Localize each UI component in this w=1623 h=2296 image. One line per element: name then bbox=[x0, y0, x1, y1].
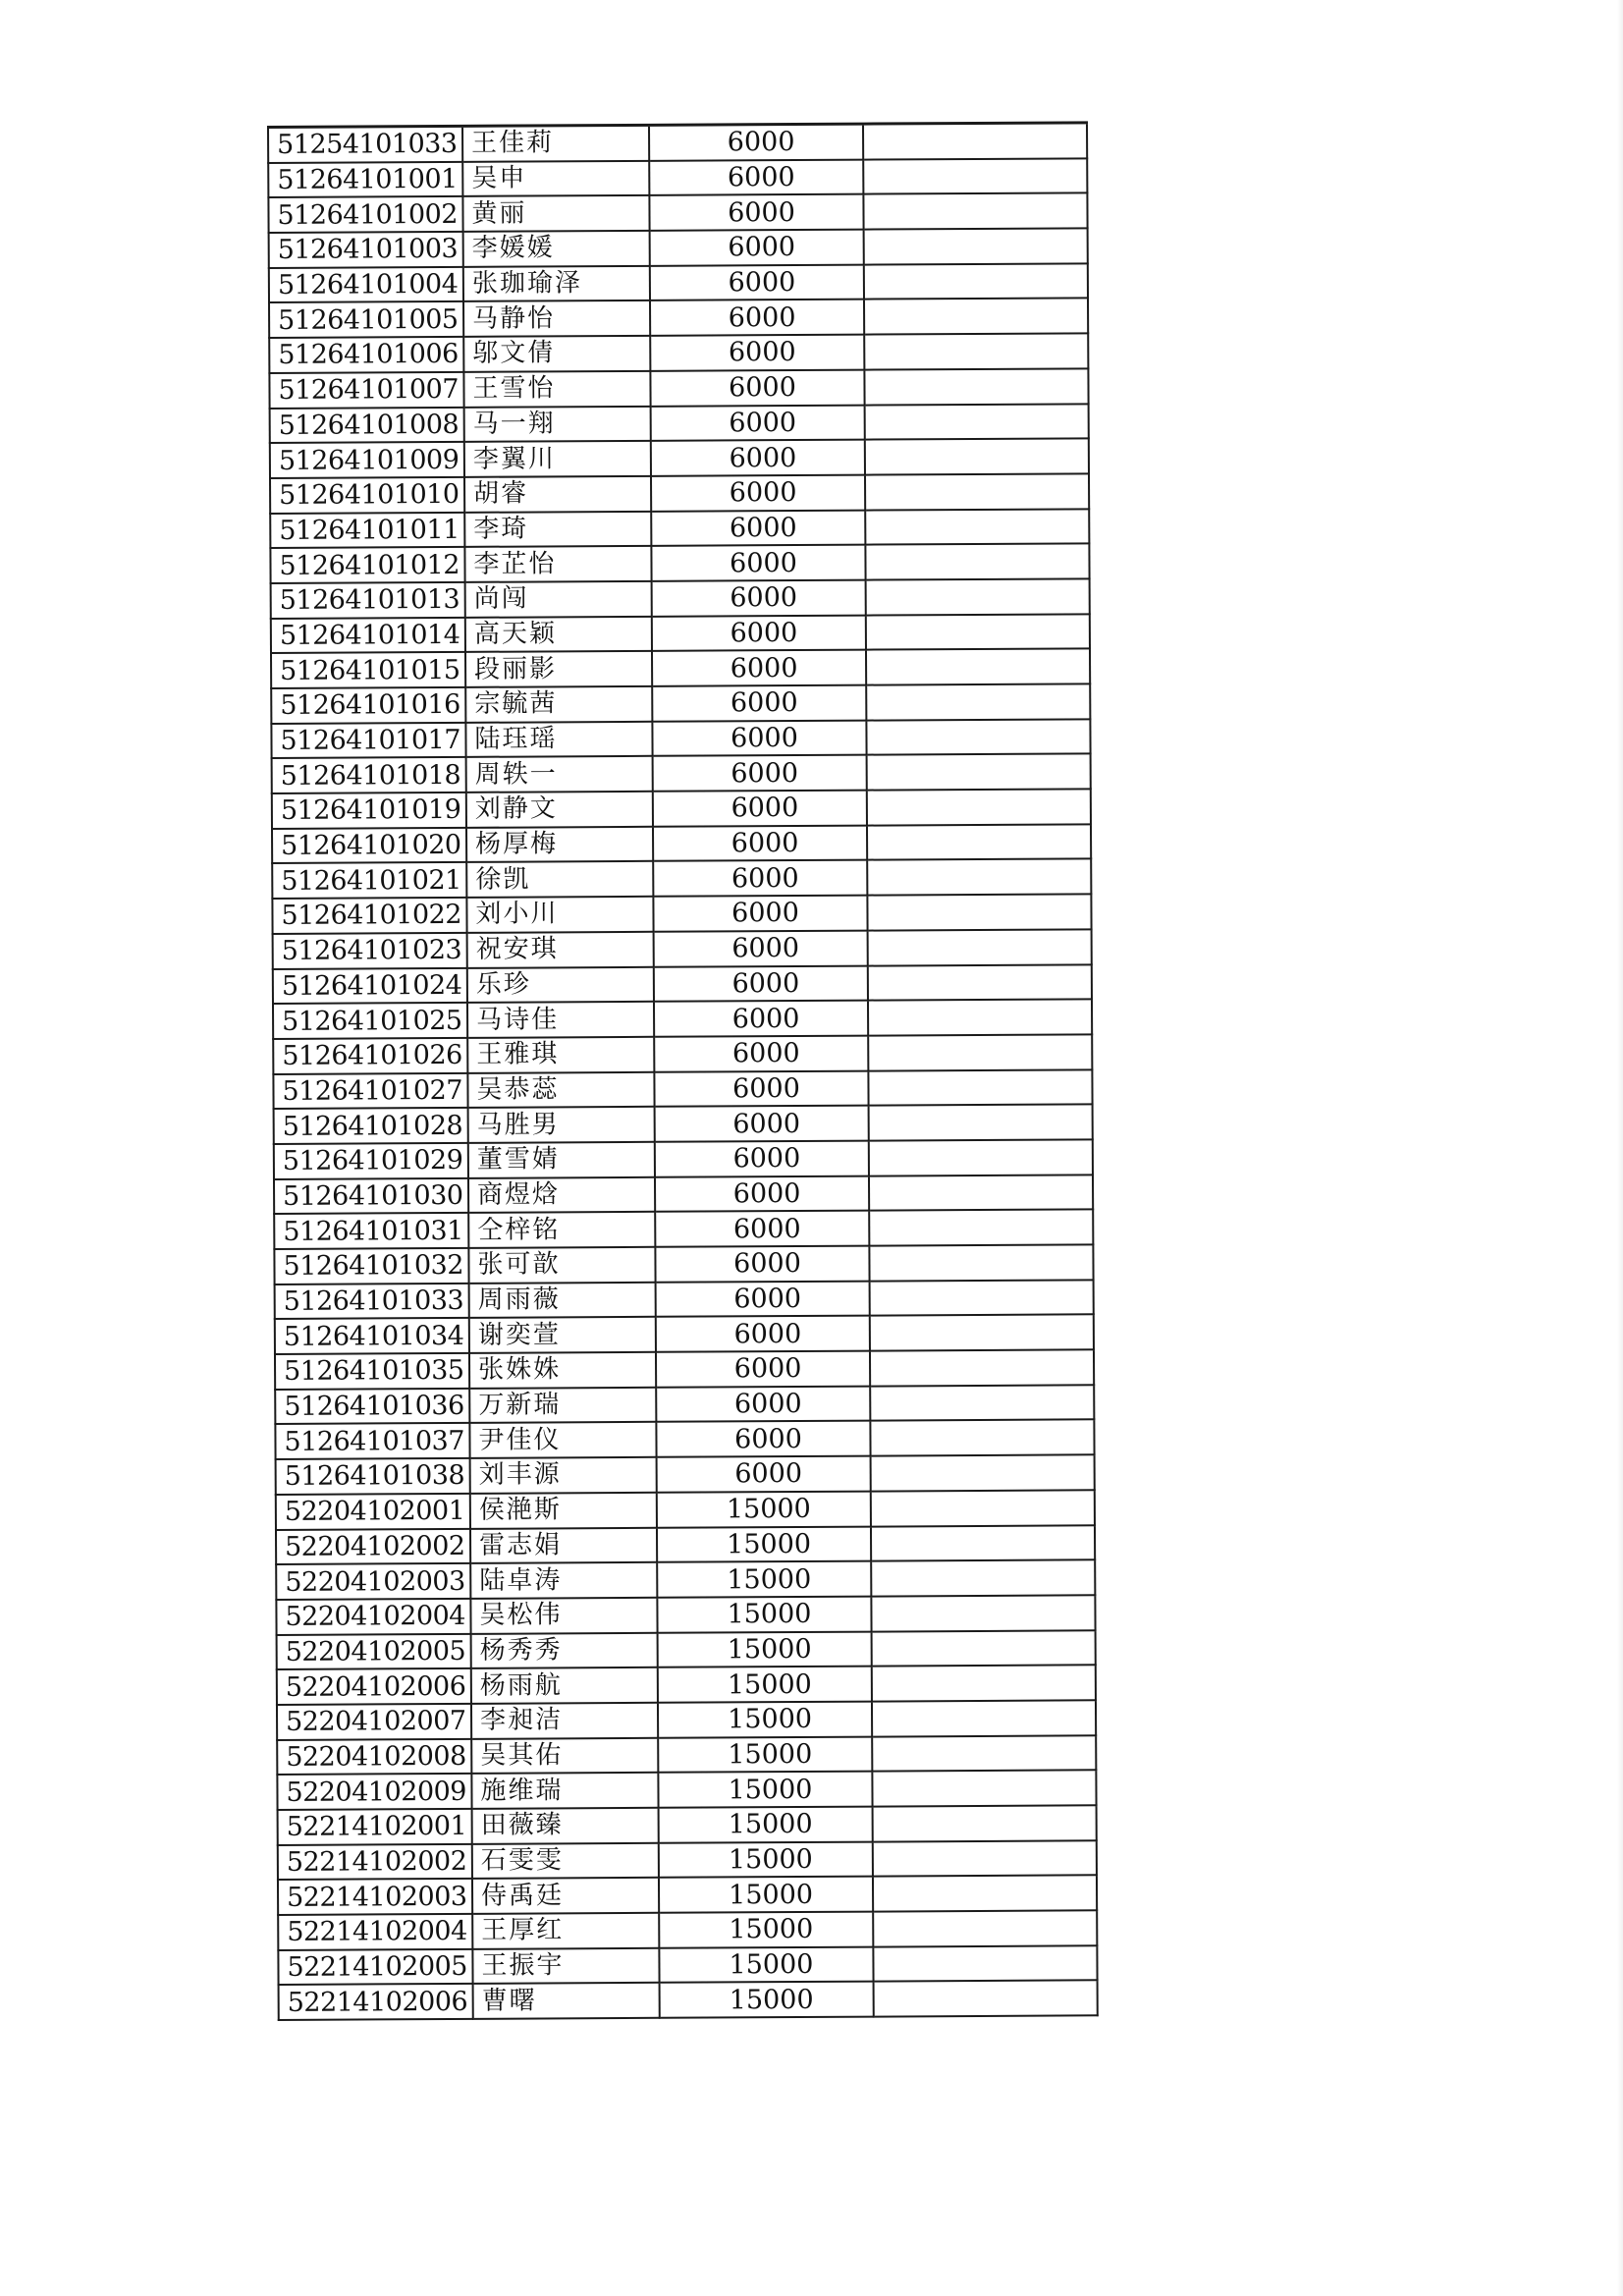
note-cell bbox=[869, 1244, 1093, 1281]
student-id-cell: 52204102001 bbox=[276, 1494, 470, 1530]
student-name-cell: 尚闯 bbox=[465, 581, 652, 618]
amount-cell: 6000 bbox=[649, 194, 863, 231]
table-row bbox=[275, 1315, 1094, 1354]
table-row bbox=[277, 1666, 1096, 1705]
student-name-cell: 张可歆 bbox=[468, 1247, 655, 1284]
student-id-cell: 51264101034 bbox=[275, 1318, 469, 1354]
amount-cell: 6000 bbox=[652, 580, 866, 617]
note-cell bbox=[866, 578, 1090, 615]
amount-cell: 15000 bbox=[658, 1736, 872, 1773]
student-amount-table bbox=[267, 121, 1099, 2021]
amount-cell: 6000 bbox=[649, 124, 863, 160]
student-name-cell: 祝安琪 bbox=[467, 932, 654, 968]
student-name-cell: 仝梓铭 bbox=[468, 1212, 655, 1248]
student-name-cell: 王佳莉 bbox=[462, 125, 649, 161]
note-cell bbox=[866, 719, 1090, 755]
student-name-cell: 李昶洁 bbox=[471, 1703, 658, 1739]
note-cell bbox=[872, 1735, 1096, 1772]
amount-cell: 15000 bbox=[658, 1772, 872, 1808]
student-id-cell: 51264101036 bbox=[275, 1389, 469, 1425]
amount-cell: 15000 bbox=[657, 1561, 871, 1598]
table-row bbox=[270, 544, 1089, 583]
student-id-cell: 51264101007 bbox=[269, 372, 463, 409]
student-id-cell: 51264101037 bbox=[275, 1423, 469, 1459]
student-id-cell: 52204102004 bbox=[276, 1599, 470, 1635]
student-id-cell: 52204102003 bbox=[276, 1563, 470, 1600]
amount-cell: 6000 bbox=[652, 650, 866, 686]
table-row bbox=[277, 1630, 1096, 1669]
student-name-cell: 段丽影 bbox=[465, 651, 652, 687]
table-row bbox=[273, 1069, 1092, 1109]
note-cell bbox=[863, 193, 1087, 230]
student-name-cell: 杨厚梅 bbox=[466, 827, 653, 863]
student-name-cell: 商煜焓 bbox=[468, 1176, 655, 1213]
student-name-cell: 马诗佳 bbox=[467, 1002, 654, 1038]
student-name-cell: 王厚红 bbox=[472, 1913, 659, 1949]
amount-cell: 6000 bbox=[655, 1246, 869, 1283]
student-id-cell: 51254101033 bbox=[268, 126, 462, 162]
table-row bbox=[273, 1034, 1092, 1073]
note-cell bbox=[873, 1840, 1097, 1877]
note-cell bbox=[868, 964, 1092, 1001]
amount-cell: 6000 bbox=[653, 896, 867, 932]
student-id-cell: 51264101021 bbox=[272, 862, 466, 899]
amount-cell: 15000 bbox=[658, 1667, 872, 1703]
note-cell bbox=[870, 1315, 1094, 1351]
student-name-cell: 刘静文 bbox=[466, 792, 653, 828]
student-id-cell: 51264101023 bbox=[273, 933, 467, 969]
student-id-cell: 51264101012 bbox=[270, 547, 464, 583]
student-id-cell: 51264101018 bbox=[272, 757, 466, 793]
student-name-cell: 陆卓涛 bbox=[470, 1562, 657, 1599]
table-row bbox=[272, 894, 1091, 933]
table-row bbox=[273, 964, 1092, 1004]
note-cell bbox=[873, 1805, 1097, 1841]
student-id-cell: 51264101002 bbox=[268, 196, 462, 233]
student-name-cell: 高天颖 bbox=[465, 616, 652, 652]
table-row bbox=[275, 1280, 1094, 1319]
student-id-cell: 51264101010 bbox=[270, 477, 464, 514]
amount-cell: 6000 bbox=[651, 545, 865, 581]
note-cell bbox=[873, 1945, 1097, 1982]
amount-cell: 6000 bbox=[649, 159, 863, 195]
table-row bbox=[270, 473, 1089, 513]
note-cell bbox=[867, 789, 1091, 825]
table-row bbox=[269, 368, 1088, 408]
student-name-cell: 胡睿 bbox=[464, 476, 651, 513]
amount-cell: 6000 bbox=[654, 1070, 868, 1107]
student-name-cell: 王雪怡 bbox=[463, 371, 650, 408]
note-cell bbox=[867, 754, 1091, 791]
amount-cell: 6000 bbox=[650, 230, 864, 266]
student-id-cell: 52214102003 bbox=[278, 1879, 472, 1915]
amount-cell: 6000 bbox=[653, 755, 867, 792]
note-cell bbox=[873, 1910, 1097, 1946]
note-cell bbox=[871, 1560, 1095, 1597]
student-name-cell: 马胜男 bbox=[468, 1107, 655, 1143]
note-cell bbox=[870, 1280, 1094, 1316]
table-row bbox=[268, 193, 1087, 233]
student-name-cell: 万新瑞 bbox=[469, 1388, 656, 1424]
student-name-cell: 董雪婧 bbox=[468, 1142, 655, 1178]
table-row bbox=[272, 824, 1091, 863]
student-id-cell: 51264101027 bbox=[273, 1072, 467, 1109]
student-name-cell: 宗毓茜 bbox=[465, 686, 652, 723]
table-row bbox=[269, 263, 1088, 302]
note-cell bbox=[865, 404, 1089, 440]
student-name-cell: 马静怡 bbox=[463, 301, 650, 337]
student-id-cell: 52214102006 bbox=[279, 1984, 473, 2020]
table-row bbox=[278, 1840, 1097, 1880]
amount-cell: 6000 bbox=[651, 440, 865, 476]
note-cell bbox=[865, 473, 1089, 510]
student-name-cell: 邬文倩 bbox=[463, 336, 650, 372]
student-name-cell: 陆珏瑶 bbox=[465, 722, 652, 758]
amount-cell: 6000 bbox=[650, 369, 864, 406]
table-row bbox=[270, 404, 1089, 443]
student-id-cell: 51264101005 bbox=[269, 301, 463, 338]
amount-cell: 6000 bbox=[656, 1421, 870, 1457]
note-cell bbox=[870, 1420, 1094, 1456]
table-row bbox=[279, 1981, 1098, 2020]
amount-cell: 6000 bbox=[650, 335, 864, 371]
table-row bbox=[271, 649, 1090, 688]
note-cell bbox=[864, 263, 1088, 300]
note-cell bbox=[863, 158, 1087, 194]
note-cell bbox=[867, 894, 1091, 930]
student-id-cell: 51264101031 bbox=[274, 1213, 468, 1249]
table-row bbox=[272, 859, 1091, 899]
student-name-cell: 侯滟斯 bbox=[470, 1493, 657, 1529]
amount-cell: 6000 bbox=[653, 825, 867, 861]
amount-cell: 15000 bbox=[658, 1702, 872, 1738]
amount-cell: 15000 bbox=[660, 1982, 874, 2018]
table-row bbox=[277, 1735, 1096, 1775]
amount-cell: 6000 bbox=[652, 720, 866, 756]
note-cell bbox=[868, 1000, 1092, 1036]
student-id-cell: 51264101014 bbox=[271, 618, 465, 654]
student-id-cell: 51264101028 bbox=[274, 1108, 468, 1144]
student-name-cell: 李媛媛 bbox=[463, 231, 650, 267]
note-cell bbox=[871, 1454, 1095, 1491]
note-cell bbox=[864, 299, 1088, 335]
student-name-cell: 吴松伟 bbox=[470, 1598, 657, 1634]
note-cell bbox=[864, 333, 1088, 369]
student-name-cell: 张姝姝 bbox=[469, 1352, 656, 1389]
note-cell bbox=[870, 1385, 1094, 1421]
table-row bbox=[272, 754, 1091, 793]
note-cell bbox=[868, 1034, 1092, 1070]
student-id-cell: 51264101013 bbox=[271, 582, 465, 619]
table-row bbox=[268, 158, 1087, 197]
table-row bbox=[276, 1454, 1095, 1494]
amount-cell: 6000 bbox=[651, 474, 865, 511]
student-name-cell: 李翼川 bbox=[464, 441, 651, 477]
student-id-cell: 52204102008 bbox=[277, 1738, 471, 1775]
table-row bbox=[275, 1349, 1094, 1389]
table-row bbox=[276, 1595, 1095, 1634]
student-name-cell: 吴恭蕊 bbox=[467, 1071, 654, 1108]
note-cell bbox=[871, 1490, 1095, 1526]
table-row bbox=[270, 439, 1089, 478]
note-cell bbox=[869, 1105, 1093, 1141]
amount-cell: 6000 bbox=[656, 1351, 870, 1388]
student-id-cell: 52214102001 bbox=[278, 1809, 472, 1845]
table-row bbox=[276, 1560, 1095, 1600]
table-row bbox=[271, 578, 1090, 618]
amount-cell: 6000 bbox=[655, 1211, 869, 1247]
student-name-cell: 周雨薇 bbox=[469, 1282, 656, 1318]
student-id-cell: 52204102009 bbox=[277, 1774, 471, 1810]
table-row bbox=[270, 509, 1089, 548]
note-cell bbox=[872, 1771, 1096, 1807]
student-id-cell: 51264101026 bbox=[273, 1038, 467, 1074]
student-name-cell: 刘丰源 bbox=[470, 1457, 657, 1494]
note-cell bbox=[872, 1700, 1096, 1736]
student-id-cell: 51264101008 bbox=[270, 407, 464, 443]
table-row bbox=[272, 789, 1091, 828]
table-row bbox=[273, 1000, 1092, 1039]
student-name-cell: 刘小川 bbox=[466, 897, 653, 933]
student-name-cell: 谢奕萱 bbox=[469, 1317, 656, 1353]
student-id-cell: 52204102002 bbox=[276, 1528, 470, 1564]
student-id-cell: 51264101015 bbox=[271, 652, 465, 688]
student-id-cell: 51264101011 bbox=[270, 512, 464, 548]
student-name-cell: 石雯雯 bbox=[472, 1842, 659, 1879]
amount-cell: 6000 bbox=[653, 860, 867, 897]
note-cell bbox=[866, 683, 1090, 720]
note-cell bbox=[869, 1210, 1093, 1246]
amount-cell: 6000 bbox=[656, 1281, 870, 1317]
student-id-cell: 51264101001 bbox=[268, 162, 462, 198]
student-name-cell: 黄丽 bbox=[462, 195, 649, 232]
amount-cell: 6000 bbox=[655, 1106, 869, 1142]
note-cell bbox=[869, 1175, 1093, 1211]
note-cell bbox=[872, 1666, 1096, 1702]
note-cell bbox=[870, 1349, 1094, 1386]
student-name-cell: 杨雨航 bbox=[471, 1667, 658, 1704]
student-name-cell: 曹曙 bbox=[473, 1983, 660, 2019]
note-cell bbox=[864, 368, 1088, 405]
table-row bbox=[276, 1525, 1095, 1564]
note-cell bbox=[863, 123, 1087, 159]
student-id-cell: 51264101035 bbox=[275, 1353, 469, 1390]
student-id-cell: 52214102005 bbox=[278, 1949, 472, 1986]
table-row bbox=[271, 719, 1090, 758]
amount-cell: 6000 bbox=[656, 1386, 870, 1422]
student-id-cell: 51264101003 bbox=[269, 232, 463, 268]
note-cell bbox=[867, 859, 1091, 896]
amount-cell: 6000 bbox=[653, 791, 867, 827]
amount-cell: 6000 bbox=[657, 1456, 871, 1493]
student-id-cell: 51264101019 bbox=[272, 793, 466, 829]
student-id-cell: 51264101024 bbox=[273, 967, 467, 1004]
table-row bbox=[273, 929, 1092, 968]
table-row bbox=[271, 683, 1090, 723]
student-name-cell: 尹佳仪 bbox=[469, 1422, 656, 1458]
scan-edge bbox=[1617, 0, 1623, 2296]
student-id-cell: 51264101004 bbox=[269, 267, 463, 303]
student-name-cell: 吴其佑 bbox=[471, 1737, 658, 1774]
student-name-cell: 张珈瑜泽 bbox=[463, 266, 650, 302]
student-name-cell: 乐珍 bbox=[467, 966, 654, 1003]
note-cell bbox=[871, 1525, 1095, 1561]
amount-cell: 6000 bbox=[651, 405, 865, 441]
amount-cell: 6000 bbox=[656, 1316, 870, 1352]
student-id-cell: 52214102002 bbox=[278, 1844, 472, 1881]
amount-cell: 15000 bbox=[657, 1596, 871, 1632]
note-cell bbox=[869, 1139, 1093, 1175]
note-cell bbox=[871, 1595, 1095, 1631]
note-cell bbox=[865, 439, 1089, 475]
note-cell bbox=[867, 824, 1091, 860]
student-id-cell: 52204102007 bbox=[277, 1704, 471, 1740]
table-row bbox=[269, 228, 1088, 267]
student-id-cell: 51264101020 bbox=[272, 828, 466, 864]
student-name-cell: 吴申 bbox=[462, 161, 649, 197]
student-id-cell: 51264101032 bbox=[274, 1248, 468, 1285]
note-cell bbox=[872, 1630, 1096, 1667]
student-name-cell: 徐凯 bbox=[466, 861, 653, 898]
student-id-cell: 51264101016 bbox=[271, 687, 465, 724]
amount-cell: 6000 bbox=[651, 510, 865, 546]
table-row bbox=[278, 1805, 1097, 1844]
student-name-cell: 王雅琪 bbox=[467, 1037, 654, 1073]
note-cell bbox=[868, 1069, 1092, 1106]
amount-cell: 6000 bbox=[650, 264, 864, 301]
table-row bbox=[278, 1910, 1097, 1949]
amount-cell: 6000 bbox=[652, 615, 866, 651]
student-id-cell: 51264101038 bbox=[276, 1458, 470, 1495]
student-name-cell: 马一翔 bbox=[464, 406, 651, 442]
table-row bbox=[277, 1700, 1096, 1739]
table-row bbox=[269, 333, 1088, 372]
student-name-cell: 侍禹廷 bbox=[472, 1878, 659, 1914]
student-id-cell: 51264101025 bbox=[273, 1003, 467, 1039]
student-name-cell: 周轶一 bbox=[466, 756, 653, 793]
table-row bbox=[274, 1105, 1093, 1144]
table-row bbox=[275, 1385, 1094, 1424]
table-row bbox=[271, 614, 1090, 653]
amount-cell: 15000 bbox=[659, 1841, 873, 1878]
student-id-cell: 52204102005 bbox=[277, 1633, 471, 1669]
table-row bbox=[274, 1175, 1093, 1214]
amount-cell: 6000 bbox=[654, 965, 868, 1002]
table-row bbox=[274, 1244, 1093, 1284]
amount-cell: 15000 bbox=[658, 1631, 872, 1667]
student-name-cell: 施维瑞 bbox=[471, 1773, 658, 1809]
student-name-cell: 杨秀秀 bbox=[471, 1632, 658, 1668]
amount-cell: 6000 bbox=[654, 1035, 868, 1071]
table-row bbox=[269, 299, 1088, 338]
amount-cell: 15000 bbox=[659, 1807, 873, 1843]
student-name-cell: 李琦 bbox=[464, 511, 651, 547]
student-id-cell: 51264101033 bbox=[275, 1284, 469, 1320]
student-name-cell: 王振宇 bbox=[472, 1948, 659, 1985]
amount-cell: 15000 bbox=[657, 1491, 871, 1527]
amount-cell: 15000 bbox=[659, 1946, 873, 1983]
note-cell bbox=[874, 1981, 1098, 2017]
table-row bbox=[274, 1139, 1093, 1178]
note-cell bbox=[868, 929, 1092, 965]
amount-cell: 6000 bbox=[655, 1141, 869, 1177]
amount-cell: 6000 bbox=[654, 930, 868, 966]
note-cell bbox=[873, 1876, 1097, 1912]
amount-cell: 6000 bbox=[652, 685, 866, 722]
student-id-cell: 51264101029 bbox=[274, 1143, 468, 1179]
student-id-cell: 51264101022 bbox=[272, 898, 466, 934]
note-cell bbox=[866, 614, 1090, 650]
student-id-cell: 51264101017 bbox=[271, 723, 465, 759]
amount-cell: 6000 bbox=[650, 300, 864, 336]
student-name-cell: 雷志娟 bbox=[470, 1527, 657, 1563]
table-row bbox=[274, 1210, 1093, 1249]
note-cell bbox=[865, 509, 1089, 545]
student-name-cell: 田薇臻 bbox=[472, 1808, 659, 1844]
student-id-cell: 51264101030 bbox=[274, 1177, 468, 1214]
note-cell bbox=[865, 544, 1089, 580]
table-row bbox=[275, 1420, 1094, 1459]
amount-cell: 6000 bbox=[654, 1001, 868, 1037]
student-id-cell: 51264101006 bbox=[269, 337, 463, 373]
student-id-cell: 52204102006 bbox=[277, 1668, 471, 1705]
table-row bbox=[278, 1945, 1097, 1985]
amount-cell: 15000 bbox=[659, 1912, 873, 1948]
table-row bbox=[268, 123, 1087, 163]
table-row bbox=[278, 1876, 1097, 1915]
table-row bbox=[276, 1490, 1095, 1529]
student-id-cell: 52214102004 bbox=[278, 1914, 472, 1950]
student-name-cell: 李芷怡 bbox=[464, 546, 651, 582]
student-id-cell: 51264101009 bbox=[270, 442, 464, 478]
note-cell bbox=[866, 649, 1090, 685]
table-row bbox=[277, 1771, 1096, 1810]
note-cell bbox=[864, 228, 1088, 264]
amount-cell: 6000 bbox=[655, 1175, 869, 1212]
table-body bbox=[268, 123, 1098, 2020]
amount-cell: 15000 bbox=[657, 1526, 871, 1562]
amount-cell: 15000 bbox=[659, 1877, 873, 1913]
